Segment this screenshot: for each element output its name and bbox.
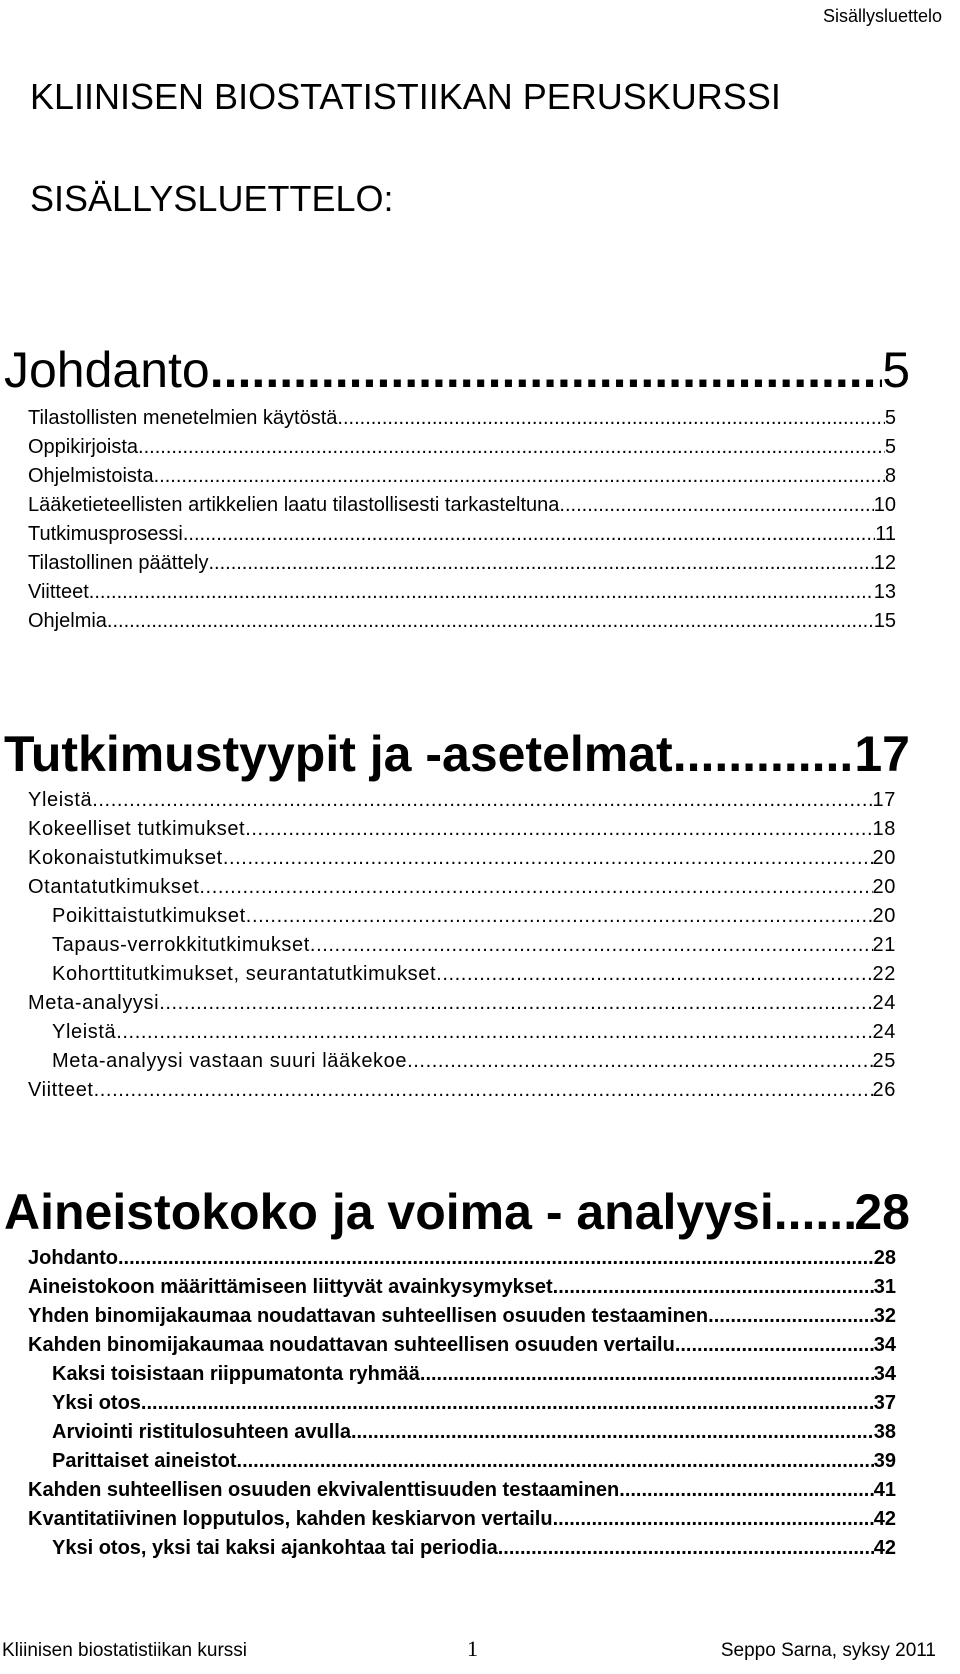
entry-label: Johdanto	[28, 1247, 118, 1269]
dot-leader	[237, 1447, 874, 1476]
chapter-page-number: 28	[854, 1184, 910, 1240]
entry-label: Tapaus-verrokkitutkimukset	[52, 934, 310, 956]
dot-leader	[436, 960, 872, 989]
entry-label: Viitteet	[28, 581, 89, 603]
toc-section-tutkimustyypit	[0, 724, 960, 1105]
toc-subentry[interactable]	[0, 1418, 960, 1447]
entry-page-number: 11	[875, 523, 896, 545]
dot-leader	[92, 786, 872, 815]
toc-subentry[interactable]	[0, 1534, 960, 1563]
toc-entry[interactable]	[0, 1476, 960, 1505]
entry-page-number: 5	[884, 436, 896, 458]
toc-entry[interactable]	[0, 1244, 960, 1273]
entry-label: Yhden binomijakaumaa noudattavan suhteellisen osuuden testaaminen	[28, 1305, 709, 1327]
dot-leader	[183, 520, 875, 549]
entry-page-number: 18	[872, 818, 896, 840]
toc-entry[interactable]	[0, 815, 960, 844]
entry-label: Kohorttitutkimukset, seurantatutkimukset	[52, 963, 437, 985]
toc-entry[interactable]	[0, 520, 960, 549]
dot-leader	[199, 873, 872, 902]
toc-section-aineistokoko	[0, 1182, 960, 1563]
dot-leader	[498, 1534, 874, 1563]
entry-page-number: 39	[873, 1450, 896, 1472]
entry-label: Viitteet	[28, 1079, 94, 1101]
footer-page-number: 1	[467, 1636, 478, 1661]
entry-label: Poikittaistutkimukset	[52, 905, 246, 927]
entry-page-number: 42	[873, 1508, 896, 1530]
entry-label: Tilastollinen päättely	[28, 552, 209, 574]
dot-leader	[559, 491, 873, 520]
chapter-title: Tutkimustyypit ja -asetelmat	[4, 726, 673, 782]
toc-entry[interactable]	[0, 989, 960, 1018]
running-header: Sisällysluettelo	[822, 6, 942, 26]
toc-entry[interactable]	[0, 1302, 960, 1331]
dot-leader	[138, 433, 885, 462]
dot-leader	[310, 931, 873, 960]
entry-page-number: 26	[872, 1079, 896, 1101]
entry-page-number: 10	[873, 494, 896, 516]
entry-page-number: 37	[873, 1392, 896, 1414]
toc-subentry[interactable]	[0, 960, 960, 989]
toc-entry[interactable]	[0, 607, 960, 636]
dot-leader	[619, 1476, 873, 1505]
entry-label: Yksi otos	[52, 1392, 141, 1414]
entry-page-number: 34	[873, 1334, 896, 1356]
dot-leader	[141, 1389, 874, 1418]
entry-label: Kvantitatiivinen lopputulos, kahden keskiarvon vertailu	[28, 1508, 553, 1530]
toc-chapter-entry[interactable]	[0, 340, 960, 400]
toc-entry[interactable]	[0, 433, 960, 462]
toc-heading: SISÄLLYSLUETTELO:	[30, 178, 394, 219]
toc-chapter-entry[interactable]	[0, 724, 960, 784]
entry-label: Kahden binomijakaumaa noudattavan suhteellisen osuuden vertailu	[28, 1334, 675, 1356]
toc-entry[interactable]	[0, 1331, 960, 1360]
entry-page-number: 12	[873, 552, 896, 574]
dot-leader	[675, 1331, 874, 1360]
entry-page-number: 22	[872, 963, 896, 985]
dot-leader	[159, 989, 872, 1018]
dot-leader	[553, 1505, 874, 1534]
entry-page-number: 34	[873, 1363, 896, 1385]
entry-page-number: 5	[884, 407, 896, 429]
toc-section-johdanto	[0, 340, 960, 636]
entry-label: Meta-analyysi vastaan suuri lääkekoe	[52, 1050, 408, 1072]
chapter-title: Aineistokoko ja voima - analyysi	[4, 1184, 774, 1240]
entry-label: Lääketieteellisten artikkelien laatu tilastollisesti tarkasteltuna	[28, 494, 560, 516]
entry-page-number: 24	[872, 992, 896, 1014]
entry-label: Kahden suhteellisen osuuden ekvivalenttisuuden testaaminen	[28, 1479, 620, 1501]
entry-label: Arviointi ristitulosuhteen avulla	[52, 1421, 351, 1443]
dot-leader	[107, 607, 874, 636]
entry-page-number: 20	[872, 847, 896, 869]
chapter-title: Johdanto	[4, 342, 210, 398]
dot-leader	[118, 1244, 874, 1273]
dot-leader	[210, 340, 882, 400]
entry-page-number: 13	[873, 581, 896, 603]
entry-page-number: 28	[873, 1247, 896, 1269]
entry-page-number: 42	[873, 1537, 896, 1559]
dot-leader	[673, 724, 855, 784]
entry-page-number: 17	[872, 789, 896, 811]
dot-leader	[407, 1047, 872, 1076]
dot-leader	[208, 549, 873, 578]
dot-leader	[223, 844, 873, 873]
entry-page-number: 20	[872, 876, 896, 898]
dot-leader	[420, 1360, 874, 1389]
entry-page-number: 32	[873, 1305, 896, 1327]
toc-subentry[interactable]	[0, 1447, 960, 1476]
entry-page-number: 25	[872, 1050, 896, 1072]
document-title: KLIINISEN BIOSTATISTIIKAN PERUSKURSSI	[30, 76, 781, 117]
entry-page-number: 8	[884, 465, 896, 487]
toc-subentry[interactable]	[0, 1360, 960, 1389]
entry-label: Kaksi toisistaan riippumatonta ryhmää	[52, 1363, 420, 1385]
entry-label: Kokonaistutkimukset	[28, 847, 223, 869]
footer-course-name: Kliinisen biostatistiikan kurssi	[2, 1640, 247, 1661]
entry-page-number: 24	[872, 1021, 896, 1043]
dot-leader	[351, 1418, 874, 1447]
toc-chapter-entry[interactable]	[0, 1182, 960, 1242]
dot-leader	[553, 1273, 874, 1302]
chapter-page-number: 17	[854, 726, 910, 782]
entry-page-number: 38	[873, 1421, 896, 1443]
entry-page-number: 41	[873, 1479, 896, 1501]
dot-leader	[116, 1018, 872, 1047]
entry-label: Yksi otos, yksi tai kaksi ajankohtaa tai periodia	[52, 1537, 498, 1559]
toc-subentry[interactable]	[0, 1389, 960, 1418]
toc-subentry[interactable]	[0, 1047, 960, 1076]
entry-page-number: 21	[872, 934, 896, 956]
entry-label: Aineistokoon määrittämiseen liittyvät avainkysymykset	[28, 1276, 553, 1298]
dot-leader	[89, 578, 874, 607]
entry-label: Yleistä	[52, 1021, 117, 1043]
entry-label: Ohjelmistoista	[28, 465, 154, 487]
toc-entry[interactable]	[0, 578, 960, 607]
toc-entry[interactable]	[0, 873, 960, 902]
dot-leader	[94, 1076, 873, 1105]
entry-label: Tilastollisten menetelmien käytöstä	[28, 407, 338, 429]
toc-entry[interactable]	[0, 786, 960, 815]
chapter-page-number: 5	[882, 342, 910, 398]
dot-leader	[154, 462, 885, 491]
entry-page-number: 20	[872, 905, 896, 927]
entry-label: Tutkimusprosessi	[28, 523, 183, 545]
dot-leader	[245, 815, 872, 844]
entry-label: Meta-analyysi	[28, 992, 160, 1014]
entry-label: Parittaiset aineistot	[52, 1450, 237, 1472]
toc-entry[interactable]	[0, 1273, 960, 1302]
toc-subentry[interactable]	[0, 902, 960, 931]
page-footer	[0, 1636, 960, 1666]
toc-entry[interactable]	[0, 404, 960, 433]
entry-label: Ohjelmia	[28, 610, 107, 632]
toc-entry[interactable]	[0, 462, 960, 491]
toc-entry[interactable]	[0, 1076, 960, 1105]
entry-page-number: 31	[873, 1276, 896, 1298]
dot-leader	[246, 902, 873, 931]
toc-entry[interactable]	[0, 1505, 960, 1534]
entry-label: Kokeelliset tutkimukset	[28, 818, 246, 840]
entry-label: Yleistä	[28, 789, 93, 811]
dot-leader	[708, 1302, 874, 1331]
entry-label: Oppikirjoista	[28, 436, 139, 458]
toc-entry[interactable]	[0, 491, 960, 520]
dot-leader	[774, 1182, 855, 1242]
entry-page-number: 15	[873, 610, 896, 632]
toc-subentry[interactable]	[0, 931, 960, 960]
dot-leader	[337, 404, 884, 433]
toc-entry[interactable]	[0, 844, 960, 873]
toc-entry[interactable]	[0, 549, 960, 578]
toc-subentry[interactable]	[0, 1018, 960, 1047]
footer-author: Seppo Sarna, syksy 2011	[720, 1640, 936, 1661]
entry-label: Otantatutkimukset	[28, 876, 200, 898]
